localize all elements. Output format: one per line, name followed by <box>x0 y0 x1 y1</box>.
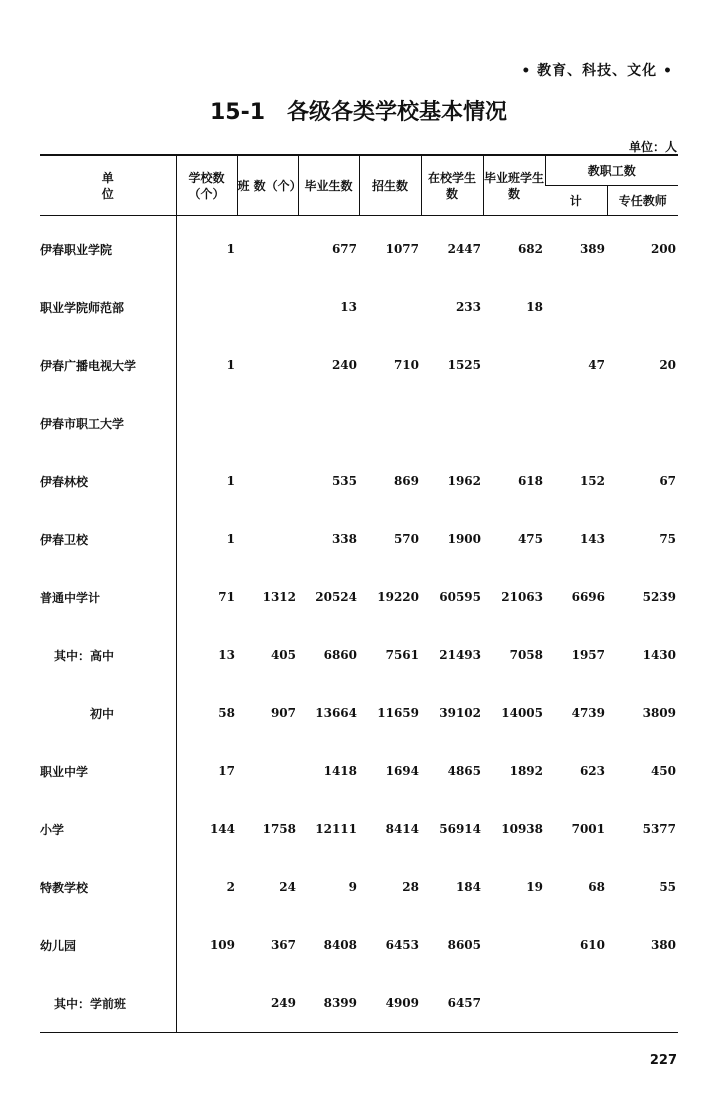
cell-schools: 13 <box>218 648 235 662</box>
cell-schools: 58 <box>218 706 235 720</box>
cell-graduates: 8408 <box>323 938 357 952</box>
cell-graduates: 677 <box>331 242 357 256</box>
table-row <box>40 626 678 684</box>
header-students: 在校学生 数 <box>421 155 483 216</box>
cell-students: 56914 <box>439 822 481 836</box>
cell-teachers: 380 <box>650 938 677 952</box>
cell-staff-total: 4739 <box>571 706 605 720</box>
cell-schools: 144 <box>209 822 235 836</box>
cell-students: 1962 <box>447 474 481 488</box>
cell-schools: 1 <box>226 242 235 256</box>
cell-graduates: 8399 <box>298 974 359 1033</box>
cell-enrolled: 8414 <box>385 822 419 836</box>
cell-students: 4865 <box>447 764 481 778</box>
cell-students: 6457 <box>421 974 483 1033</box>
cell-schools: 1 <box>226 532 235 546</box>
cell-enrolled <box>359 278 421 336</box>
row-label: 幼儿园 <box>40 916 176 974</box>
header-graduates: 毕业生数 <box>298 155 359 216</box>
cell-graduates: 6860 <box>323 648 357 662</box>
cell-teachers: 1430 <box>642 648 677 662</box>
cell-staff-total <box>545 278 607 336</box>
cell-staff-total: 7001 <box>571 822 605 836</box>
cell-schools: 109 <box>209 938 235 952</box>
header-staff: 教职工数 <box>545 155 678 186</box>
row-label: 职业中学 <box>40 742 176 800</box>
cell-staff-total <box>545 974 607 1033</box>
cell-students: 233 <box>455 300 481 314</box>
table-row <box>40 216 678 279</box>
cell-staff-total: 143 <box>579 532 605 546</box>
cell-classes: 24 <box>279 880 296 894</box>
cell-classes <box>237 216 298 279</box>
table-row <box>40 742 678 800</box>
cell-staff-total <box>545 394 607 452</box>
cell-students: 2447 <box>447 242 481 256</box>
table-row <box>40 394 678 452</box>
cell-staff-total: 610 <box>579 938 605 952</box>
cell-students: 21493 <box>439 648 481 662</box>
cell-students: 8605 <box>447 938 481 952</box>
row-label: 小学 <box>40 800 176 858</box>
cell-teachers: 5377 <box>642 822 677 836</box>
cell-teachers: 55 <box>659 880 677 894</box>
cell-classes <box>237 394 298 452</box>
cell-students: 184 <box>455 880 481 894</box>
cell-grad-class: 19 <box>526 880 543 894</box>
cell-teachers <box>607 974 678 1033</box>
row-label: 其中：学前班 <box>40 974 176 1033</box>
cell-classes: 907 <box>270 706 296 720</box>
row-label: 伊春职业学院 <box>40 216 176 279</box>
cell-grad-class: 475 <box>517 532 543 546</box>
cell-grad-class: 7058 <box>509 648 543 662</box>
cell-grad-class: 18 <box>526 300 543 314</box>
table-row <box>40 974 678 1033</box>
row-label: 伊春广播电视大学 <box>40 336 176 394</box>
cell-enrolled: 1077 <box>385 242 419 256</box>
cell-staff-total: 1957 <box>571 648 605 662</box>
cell-teachers: 67 <box>659 474 677 488</box>
cell-grad-class: 1892 <box>509 764 543 778</box>
header-enrolled: 招生数 <box>359 155 421 216</box>
cell-classes: 1758 <box>262 822 296 836</box>
table-row <box>40 336 678 394</box>
row-label: 其中：高中 <box>40 626 176 684</box>
row-label: 伊春林校 <box>40 452 176 510</box>
table-row <box>40 916 678 974</box>
header-classes: 班 数（个） <box>237 155 298 216</box>
table-row <box>40 510 678 568</box>
table-row <box>40 800 678 858</box>
cell-schools: 17 <box>218 764 235 778</box>
cell-students <box>421 394 483 452</box>
table-row <box>40 568 678 626</box>
cell-graduates <box>298 394 359 452</box>
row-label: 特教学校 <box>40 858 176 916</box>
cell-enrolled: 1694 <box>385 764 419 778</box>
cell-classes: 405 <box>270 648 296 662</box>
cell-teachers: 450 <box>650 764 677 778</box>
cell-grad-class <box>483 394 545 452</box>
table-title: 各级各类学校基本情况 <box>287 100 508 125</box>
cell-grad-class: 682 <box>517 242 543 256</box>
cell-enrolled: 570 <box>393 532 419 546</box>
cell-enrolled: 11659 <box>377 706 419 720</box>
cell-staff-total: 389 <box>579 242 605 256</box>
cell-staff-total: 152 <box>579 474 605 488</box>
cell-students: 1525 <box>447 358 481 372</box>
cell-enrolled: 710 <box>393 358 419 372</box>
cell-staff-total: 47 <box>588 358 605 372</box>
header-staff-total: 计 <box>569 193 582 208</box>
cell-students: 39102 <box>439 706 481 720</box>
cell-classes <box>237 336 298 394</box>
school-stats-table <box>40 154 678 1033</box>
cell-graduates: 240 <box>331 358 357 372</box>
cell-classes <box>237 452 298 510</box>
cell-graduates: 13 <box>340 300 357 314</box>
cell-teachers <box>607 394 678 452</box>
cell-enrolled: 869 <box>393 474 419 488</box>
cell-schools: 1 <box>226 474 235 488</box>
section-header: • 教育、科技、文化 • <box>521 63 673 79</box>
cell-students: 1900 <box>447 532 481 546</box>
cell-enrolled <box>359 394 421 452</box>
row-label: 职业学院师范部 <box>40 278 176 336</box>
cell-grad-class: 21063 <box>501 590 543 604</box>
page-number: 227 <box>649 1053 677 1068</box>
page-title <box>0 95 717 126</box>
cell-schools <box>176 974 237 1033</box>
cell-classes <box>237 742 298 800</box>
cell-graduates: 20524 <box>315 590 357 604</box>
cell-schools <box>176 278 237 336</box>
cell-grad-class: 10938 <box>501 822 543 836</box>
cell-enrolled: 6453 <box>385 938 419 952</box>
row-label: 初中 <box>40 684 176 742</box>
cell-schools: 2 <box>226 880 235 894</box>
cell-staff-total: 623 <box>579 764 605 778</box>
table-row <box>40 858 678 916</box>
cell-enrolled: 7561 <box>385 648 419 662</box>
cell-grad-class: 14005 <box>501 706 543 720</box>
table-body <box>40 216 678 1033</box>
table-row <box>40 452 678 510</box>
cell-classes <box>237 510 298 568</box>
cell-classes: 249 <box>237 974 298 1033</box>
cell-graduates: 12111 <box>315 822 357 836</box>
cell-classes: 1312 <box>262 590 296 604</box>
cell-graduates: 535 <box>331 474 357 488</box>
cell-schools: 71 <box>218 590 235 604</box>
cell-classes <box>237 278 298 336</box>
cell-teachers: 20 <box>659 358 677 372</box>
header-schools: 学校数（个） <box>176 155 237 216</box>
cell-schools <box>176 394 237 452</box>
cell-graduates: 1418 <box>323 764 357 778</box>
cell-schools: 1 <box>226 358 235 372</box>
cell-teachers: 5239 <box>642 590 677 604</box>
cell-graduates: 9 <box>348 880 357 894</box>
header-unit: 单 位 <box>101 170 150 201</box>
cell-staff-total: 68 <box>588 880 605 894</box>
cell-enrolled: 4909 <box>359 974 421 1033</box>
cell-enrolled: 28 <box>402 880 419 894</box>
table-number: 15-1 <box>209 100 266 125</box>
table-row <box>40 278 678 336</box>
cell-grad-class <box>483 916 545 974</box>
cell-enrolled: 19220 <box>377 590 419 604</box>
cell-teachers: 200 <box>650 242 677 256</box>
cell-staff-total: 6696 <box>571 590 605 604</box>
row-label: 伊春卫校 <box>40 510 176 568</box>
cell-classes: 367 <box>270 938 296 952</box>
cell-teachers: 75 <box>659 532 677 546</box>
cell-teachers <box>607 278 678 336</box>
cell-graduates: 13664 <box>315 706 357 720</box>
cell-grad-class <box>483 974 545 1033</box>
table-row <box>40 684 678 742</box>
unit-label: 单位：人 <box>628 140 677 154</box>
row-label: 普通中学计 <box>40 568 176 626</box>
row-label: 伊春市职工大学 <box>40 394 176 452</box>
header-teachers: 专任教师 <box>607 186 678 216</box>
cell-grad-class <box>483 336 545 394</box>
cell-graduates: 338 <box>331 532 357 546</box>
cell-grad-class: 618 <box>517 474 543 488</box>
cell-students: 60595 <box>439 590 481 604</box>
cell-teachers: 3809 <box>642 706 677 720</box>
header-grad-class: 毕业班学生数 <box>483 155 545 216</box>
